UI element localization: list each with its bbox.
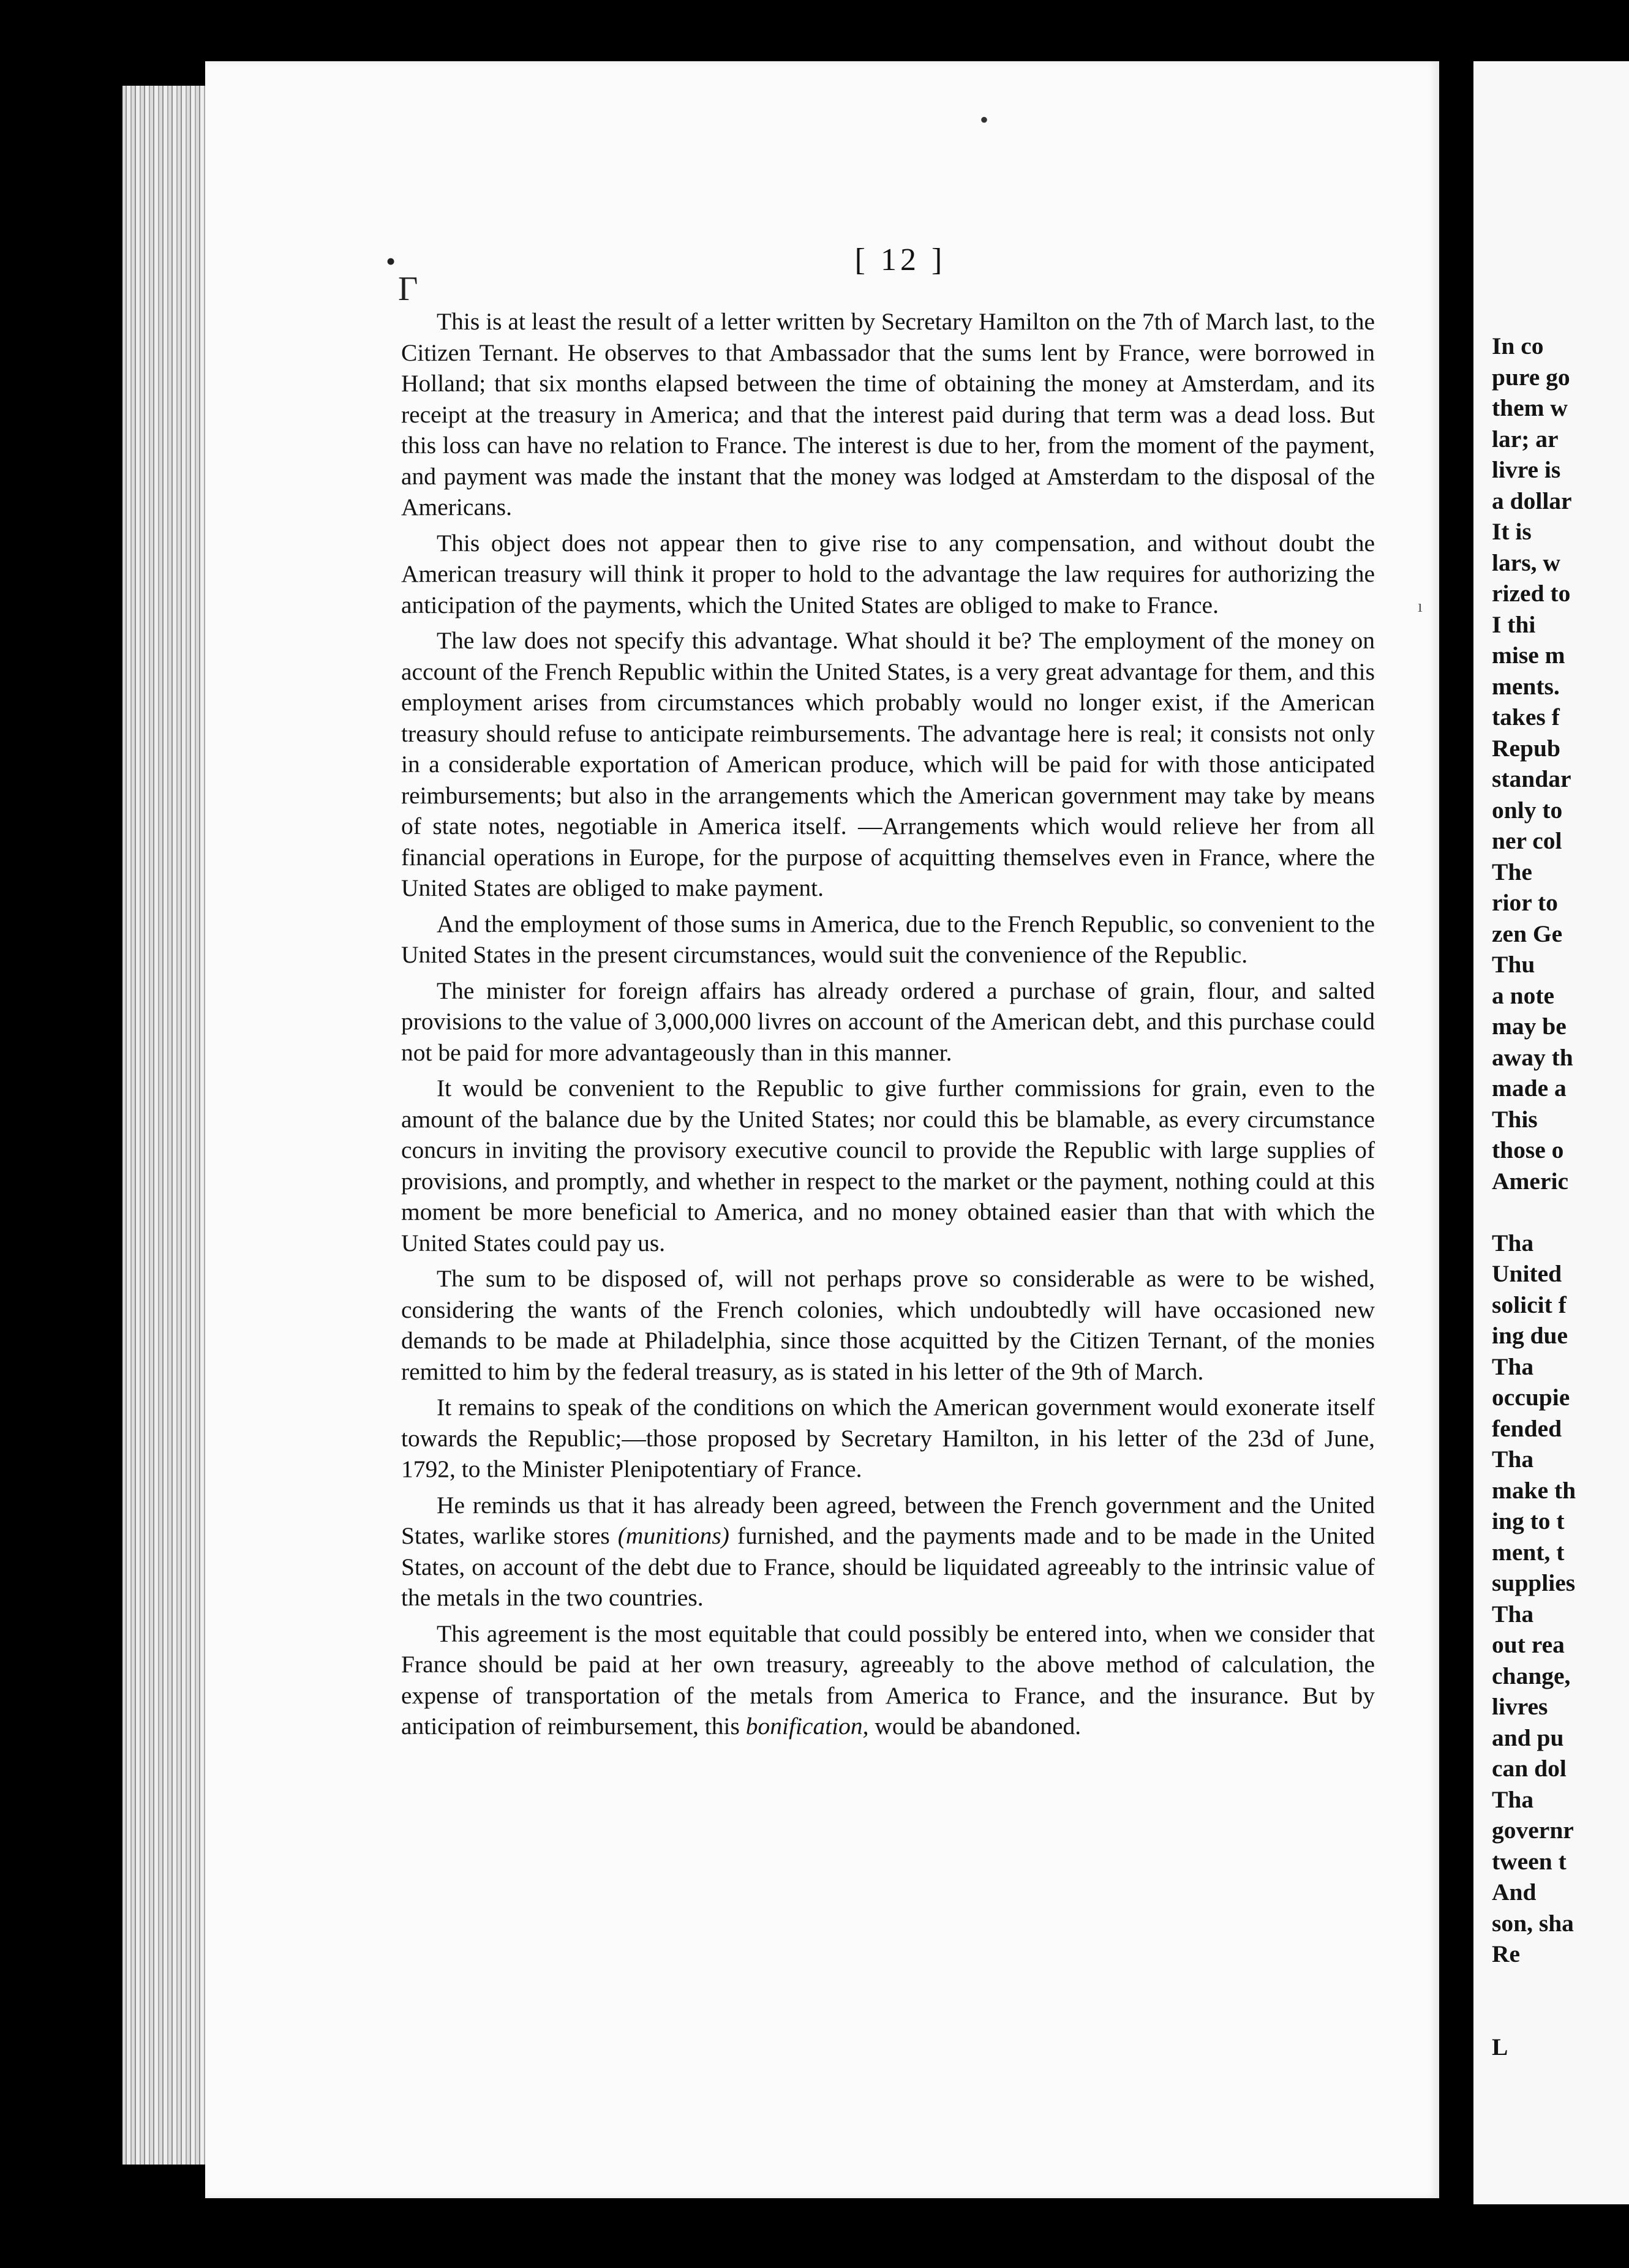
right-page-line: I thi xyxy=(1492,610,1536,638)
right-page-line: standar xyxy=(1492,765,1571,792)
paragraph-1: This is at least the result of a letter written by Secretary Hamilton on the 7th of March last, to the Citizen Ternant. He observes to that Ambassador that the sums lent by France, were borrowed in Holland; that six months elapsed between the time of obtaining the money at Amsterdam, and its receipt at the treasury in America; and that the interest paid during that term was a dead loss. But this loss can have no relation to France. The interest is due to her, from the moment of the payment, and payment was made the instant that the money was lodged at Amsterdam to the disposal of the Americans. xyxy=(401,308,1375,520)
right-page-line: takes f xyxy=(1492,704,1560,730)
right-page-line: lar; ar xyxy=(1492,425,1559,452)
right-page-line xyxy=(1492,1196,1629,1228)
right-page-line: Tha xyxy=(1492,1229,1534,1256)
right-page-text xyxy=(1492,331,1629,2062)
right-page-line: zen Ge xyxy=(1492,920,1563,947)
right-page-line xyxy=(1492,1970,1629,2001)
right-page-line: Tha xyxy=(1492,1600,1534,1628)
right-page-line: ing to t xyxy=(1492,1508,1565,1534)
right-page-line: Repub xyxy=(1492,734,1560,762)
right-page-line: And xyxy=(1492,1879,1537,1906)
right-page-line: This xyxy=(1492,1105,1538,1133)
right-page-line: a dollar xyxy=(1492,487,1572,514)
right-page-line: them w xyxy=(1492,394,1568,421)
ink-dot: • xyxy=(980,106,989,133)
right-page-line: occupie xyxy=(1492,1384,1570,1411)
right-page-line: ing due xyxy=(1492,1322,1568,1349)
right-page-line: Thu xyxy=(1492,951,1535,978)
right-page-line: made a xyxy=(1492,1075,1567,1102)
right-page-line xyxy=(1492,2000,1629,2032)
margin-bracket: Γ xyxy=(398,270,418,308)
right-page-line: fended xyxy=(1492,1414,1562,1442)
right-page-line: those o xyxy=(1492,1136,1564,1163)
running-head: [ 12 ] xyxy=(854,242,946,277)
right-page-line: make th xyxy=(1492,1476,1576,1504)
right-page-line: Tha xyxy=(1492,1353,1534,1380)
paragraph-10-start: This agreement is the most equitable that could possibly be entered into, when we consider that France should be paid at her own treasury, agreeably to the above method of calculation, the expense of transportation of the metals from America to France, and the insurance. But by anticipation of reimbursement, this xyxy=(401,1620,1375,1740)
right-page-line: mise m xyxy=(1492,642,1565,669)
right-page-line: out rea xyxy=(1492,1631,1565,1658)
right-page-line: The xyxy=(1492,858,1532,885)
right-page-line: only to xyxy=(1492,796,1563,824)
right-page-line: Re xyxy=(1492,1940,1521,1967)
right-page-line: can dol xyxy=(1492,1755,1567,1782)
right-page-line: change, xyxy=(1492,1662,1571,1689)
right-page-line: rior to xyxy=(1492,889,1558,916)
right-page-line: pure go xyxy=(1492,363,1570,391)
right-page-line: solicit f xyxy=(1492,1291,1567,1318)
right-page-line: rized to xyxy=(1492,580,1571,607)
right-page-line: away th xyxy=(1492,1043,1573,1071)
right-page-line: and pu xyxy=(1492,1724,1564,1751)
right-page-line: It is xyxy=(1492,518,1532,545)
right-page-line: livre is xyxy=(1492,456,1561,483)
paragraph-9 xyxy=(401,1490,1375,1613)
paragraph-9-end: furnished, and the payments made and to be made in the United States, on account of the debt due to France, should be liquidated agreeably to the intrinsic value of the metals in the two countries. xyxy=(401,1522,1375,1611)
right-page-line: In co xyxy=(1492,332,1544,359)
right-page-line: lars, w xyxy=(1492,549,1560,576)
paragraph-7: The sum to be disposed of, will not perhaps prove so considerable as were to be wished, considering the wants of the French colonies, which undoubtedly will have occasioned new demands to be made at Philadelphia, since those acquitted by the Citizen Ternant, of the monies remitted to him by the federal treasury, as is stated in his letter of the 9th of March. xyxy=(401,1265,1375,1385)
right-page-line: Americ xyxy=(1492,1167,1568,1195)
paragraph-3: The law does not specify this advantage. What should it be? The employment of the money on account of the French Republic within the United States, is a very great advantage for them, and this employment arises from circumstances which probably would no longer exist, if the American treasury should refuse to anticipate reimbursements. The advantage here is real; it consists not only in a considerable exportation of American produce, which will be paid for with those anticipated reimbursements; but also in the arrangements which the American government may take by means of state notes, negotiable in America itself. —Arrangements which would relieve her from all financial operations in Europe, for the purpose of acquitting themselves even in France, where the United States are obliged to make payment. xyxy=(401,627,1375,901)
paragraph-10-italic: bonification, xyxy=(745,1713,869,1740)
paragraph-6: It would be convenient to the Republic to give further commissions for grain, even to the amount of the balance due by the United States; nor could this be blamable, as every circumstance concurs in inviting the provisory executive council to provide the Republic with large supplies of provisions, and promptly, and whether in respect to the market or the payment, nothing could at this moment be more beneficial to America, and no money obtained easier than that with which the United States could pay us. xyxy=(401,1075,1375,1256)
paragraph-2: This object does not appear then to give rise to any compensation, and without doubt the American treasury will think it proper to hold to the advantage the law requires for authorizing the anticipation of the payments, which the United States are obliged to make to France. xyxy=(401,529,1375,618)
paragraph-5: The minister for foreign affairs has already ordered a purchase of grain, flour, and salted provisions to the value of 3,000,000 livres on account of the American debt, and this purchase could not be paid for more advantageously than in this manner. xyxy=(401,977,1375,1066)
right-page-line: United xyxy=(1492,1260,1562,1287)
body-text xyxy=(401,306,1375,1742)
right-page xyxy=(1473,61,1629,2204)
right-page-line: son, sha xyxy=(1492,1909,1574,1937)
margin-mark: • xyxy=(386,246,396,277)
paragraph-4: And the employment of those sums in America, due to the French Republic, so convenient to the United States in the present circumstances, would suit the convenience of the Republic. xyxy=(401,910,1375,968)
paragraph-9-italic: (munitions) xyxy=(617,1522,729,1549)
right-page-line: livres xyxy=(1492,1693,1548,1720)
right-page-line: ments. xyxy=(1492,672,1560,700)
right-page-line: tween t xyxy=(1492,1847,1567,1875)
page-gutter xyxy=(1439,0,1473,2268)
right-page-line: governr xyxy=(1492,1817,1574,1844)
right-page-line: ment, t xyxy=(1492,1538,1565,1566)
paragraph-10 xyxy=(401,1618,1375,1742)
right-page-line: L xyxy=(1492,2033,1508,2060)
right-page-line: ner col xyxy=(1492,827,1562,854)
right-page-line: supplies xyxy=(1492,1569,1576,1596)
paragraph-9-start: He reminds us that it has already been agreed, between the French government and the United States, warlike stores xyxy=(401,1491,1375,1549)
right-page-line: may be xyxy=(1492,1013,1567,1040)
right-page-line: Tha xyxy=(1492,1785,1534,1813)
paragraph-10-end: would be abandoned. xyxy=(868,1713,1082,1740)
right-page-line: a note xyxy=(1492,982,1555,1009)
paragraph-8: It remains to speak of the conditions on which the American government would exonerate itself towards the Republic;—those proposed by Secretary Hamilton, in his letter of the 23d of June, 1792, to the Minister Plenipotentiary of France. xyxy=(401,1394,1375,1482)
right-page-line: Tha xyxy=(1492,1446,1534,1473)
margin-tick: ı xyxy=(1418,597,1423,616)
